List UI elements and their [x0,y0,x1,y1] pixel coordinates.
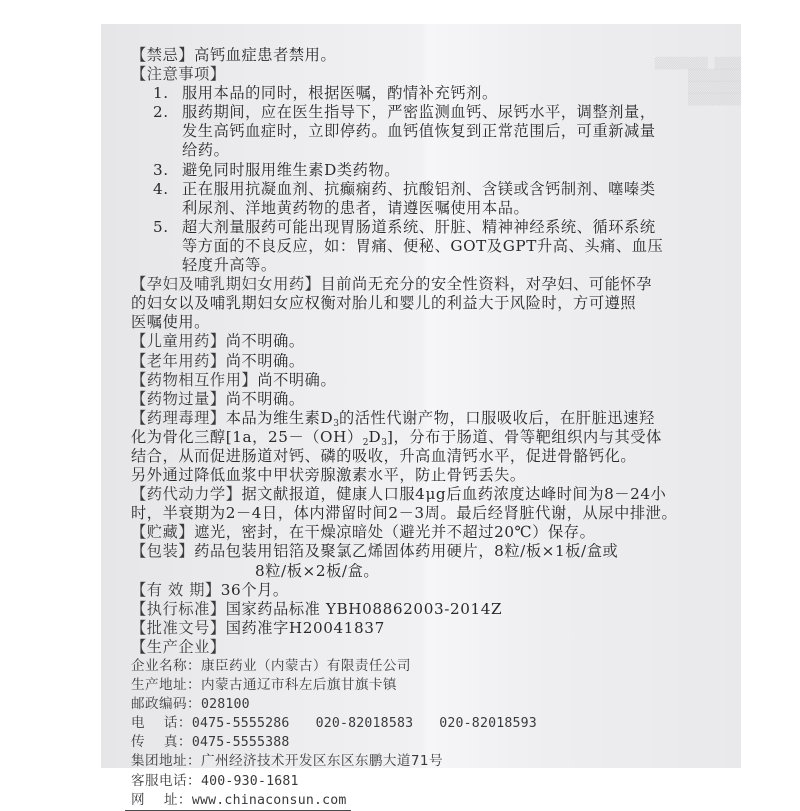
standard-text: 国家药品标准 YBH08862003-2014Z [225,599,503,618]
pharmacology-text: D [368,427,382,446]
shelf-life-text: 36个月。 [220,580,289,599]
interactions-section [131,371,731,390]
interactions-text: 尚不明确。 [257,370,337,389]
storage-heading: 【贮藏】 [131,523,195,542]
item-number: 2. [153,103,169,122]
pharmacology-text: 另外通过降低血浆中甲状旁腺激素水平，防止骨钙丢失。 [131,466,526,485]
overdose-section [131,390,731,409]
standard-heading: 【执行标准】 [131,599,226,618]
item-text: 服用本品的同时，根据医嘱，酌情补充钙剂。 [182,84,498,103]
postcode-row [131,695,731,714]
packaging-heading: 【包装】 [131,542,195,561]
packaging-text: 8粒/板×2板/盒。 [255,561,380,580]
fax-row [131,733,731,752]
label: 电 话： [131,715,192,732]
pharmacology-text: ]，分布于肠道、骨等靶组织内与其受体 [387,427,662,446]
geriatric-text: 尚不明确。 [225,351,305,370]
show-through-reverse-text: ▒▒▒▒ ▒▒▒▒▒▒▒▒ ▒▒▒▒▒▒▒▒ ▒▒▒▒▒▒▒▒ ▒▒▒▒▒▒▒▒ [654,57,741,106]
website-link[interactable]: www.chinaconsun.com [191,792,347,808]
label: 企业名称： [131,658,201,674]
group-address-row [131,752,731,771]
approval-section [131,619,731,638]
precaution-item [131,180,731,199]
approval-heading: 【批准文号】 [131,618,226,637]
company-address-row [131,676,731,695]
precaution-item-continuation: 轻度升高等。 [182,256,277,275]
manufacturer-heading: 【生产企业】 [131,637,226,656]
item-text: 避免同时服用维生素D类药物。 [182,160,401,179]
label: 传 真： [131,734,192,751]
company-address: 内蒙古通辽市科左后旗甘旗卡镇 [200,677,397,694]
precaution-item-continuation: 等方面的不良反应，如：胃痛、便秘、GOT及GPT升高、头痛、血压 [182,236,664,255]
pregnancy-text: 目前尚无充分的安全性资料，对孕妇、可能怀孕 [320,275,652,294]
pharmacology-heading: 【药理毒理】 [131,408,226,427]
service-phone-row [131,772,731,791]
precaution-item [131,103,731,122]
precaution-item-continuation: 给药。 [182,141,230,160]
item-text: 服药期间，应在医生指导下，严密监测血钙、尿钙水平，调整剂量， [182,103,656,122]
subscript: 2 [362,437,369,448]
manufacturer-details [131,657,731,810]
precautions-heading-row [131,65,731,84]
shelf-life-section [131,581,731,600]
label: 集团地址： [131,753,201,770]
overdose-text: 尚不明确。 [225,389,305,408]
pregnancy-heading: 【孕妇及哺乳期妇女用药】 [131,275,321,294]
pharmacokinetics-section [131,485,731,523]
label: 客服电话： [131,772,201,789]
pediatric-text: 尚不明确。 [225,332,305,351]
label: 网 址： [131,791,192,808]
packaging-text: 药品包装用铝箔及聚氯乙烯固体药用硬片，8粒/板×1板/盒或 [194,542,619,561]
pharmacokinetics-heading: 【药代动力学】 [131,485,242,504]
pharmacology-text: 化为骨化三醇[1a，25－（OH） [131,427,363,446]
pharmacology-text: 的活性代谢产物，口服吸收后，在肝脏迅速羟 [338,408,655,427]
precaution-item-continuation: 利尿剂、洋地黄药物的患者，请遵医嘱使用本品。 [182,198,530,217]
geriatric-heading: 【老年用药】 [131,351,226,370]
label: 生产地址： [131,677,201,694]
contraindications-text: 高钙血症患者禁用。 [194,46,337,64]
label: 邮政编码： [131,696,201,713]
item-number: 4. [153,179,169,198]
shelf-life-heading: 【有 效 期】 [131,580,221,599]
service-phone: 400-930-1681 [200,773,299,789]
precautions-list [131,84,731,275]
interactions-heading: 【药物相互作用】 [131,370,258,389]
phone-number: 0475-5555286 [191,716,290,732]
item-number: 1. [153,84,169,103]
company-name: 康臣药业（内蒙古）有限责任公司 [200,658,411,674]
subscript: 3 [333,418,339,429]
precaution-item [131,161,731,180]
precaution-item-continuation: 发生高钙血症时，立即停药。血钙值恢复到正常范围后，可重新减量 [182,122,656,141]
storage-text: 遮光，密封，在干燥凉暗处（避光并不超过20℃）保存。 [194,523,596,542]
pediatric-heading: 【儿童用药】 [131,332,226,351]
pediatric-section [131,332,731,351]
precautions-heading: 【注意事项】 [131,65,226,84]
storage-section [131,523,731,542]
phone-number: 020-82018593 [439,716,537,732]
precaution-item [131,84,731,103]
group-address: 广州经济技术开发区东区东鹏大道71号 [200,753,443,770]
standard-section [131,600,731,619]
fax-number: 0475-5555388 [191,735,290,751]
pregnancy-text: 医嘱使用。 [131,313,210,332]
precaution-item [131,218,731,237]
pregnancy-text: 的妇女以及哺乳期妇女应权衡对胎儿和婴儿的利益大于风险时，方可遵照 [131,294,637,313]
pharmacokinetics-text: 时，半衰期为2－4日，体内滞留时间2－3周。最后经肾脏代谢，从尿中排泄。 [131,504,678,523]
phone-number: 020-82018583 [315,716,414,732]
contraindications-section [131,46,731,65]
approval-text: 国药准字H20041837 [225,618,385,637]
website-row [131,791,731,810]
item-number: 5. [153,217,169,236]
pharmacology-section [131,409,731,485]
leaflet-text [131,46,731,810]
item-number: 3. [153,160,169,179]
pharmacology-text: 本品为维生素D [225,408,334,427]
company-name-row [131,657,731,676]
overdose-heading: 【药物过量】 [131,389,226,408]
item-text: 正在服用抗凝血剂、抗癫痫药、抗酸铝剂、含镁或含钙制剂、噻嗪类 [182,179,656,198]
manufacturer-heading-row [131,638,731,657]
item-text: 超大剂量服药可能出现胃肠道系统、肝脏、精神神经系统、循环系统 [182,217,656,236]
phone-row [131,714,731,733]
contraindications-heading: 【禁忌】 [131,46,195,64]
pharmacology-text: 结合，从而促进肠道对钙、磷的吸收，升高血清钙水平，促进骨骼钙化。 [131,446,637,465]
geriatric-section [131,352,731,371]
pharmacokinetics-text: 据文献报道，健康人口服4μg后血药浓度达峰时间为8－24小 [241,485,667,504]
postcode: 028100 [200,697,250,713]
pregnancy-section [131,275,731,332]
subscript: 3 [381,437,387,448]
packaging-section [131,542,731,580]
